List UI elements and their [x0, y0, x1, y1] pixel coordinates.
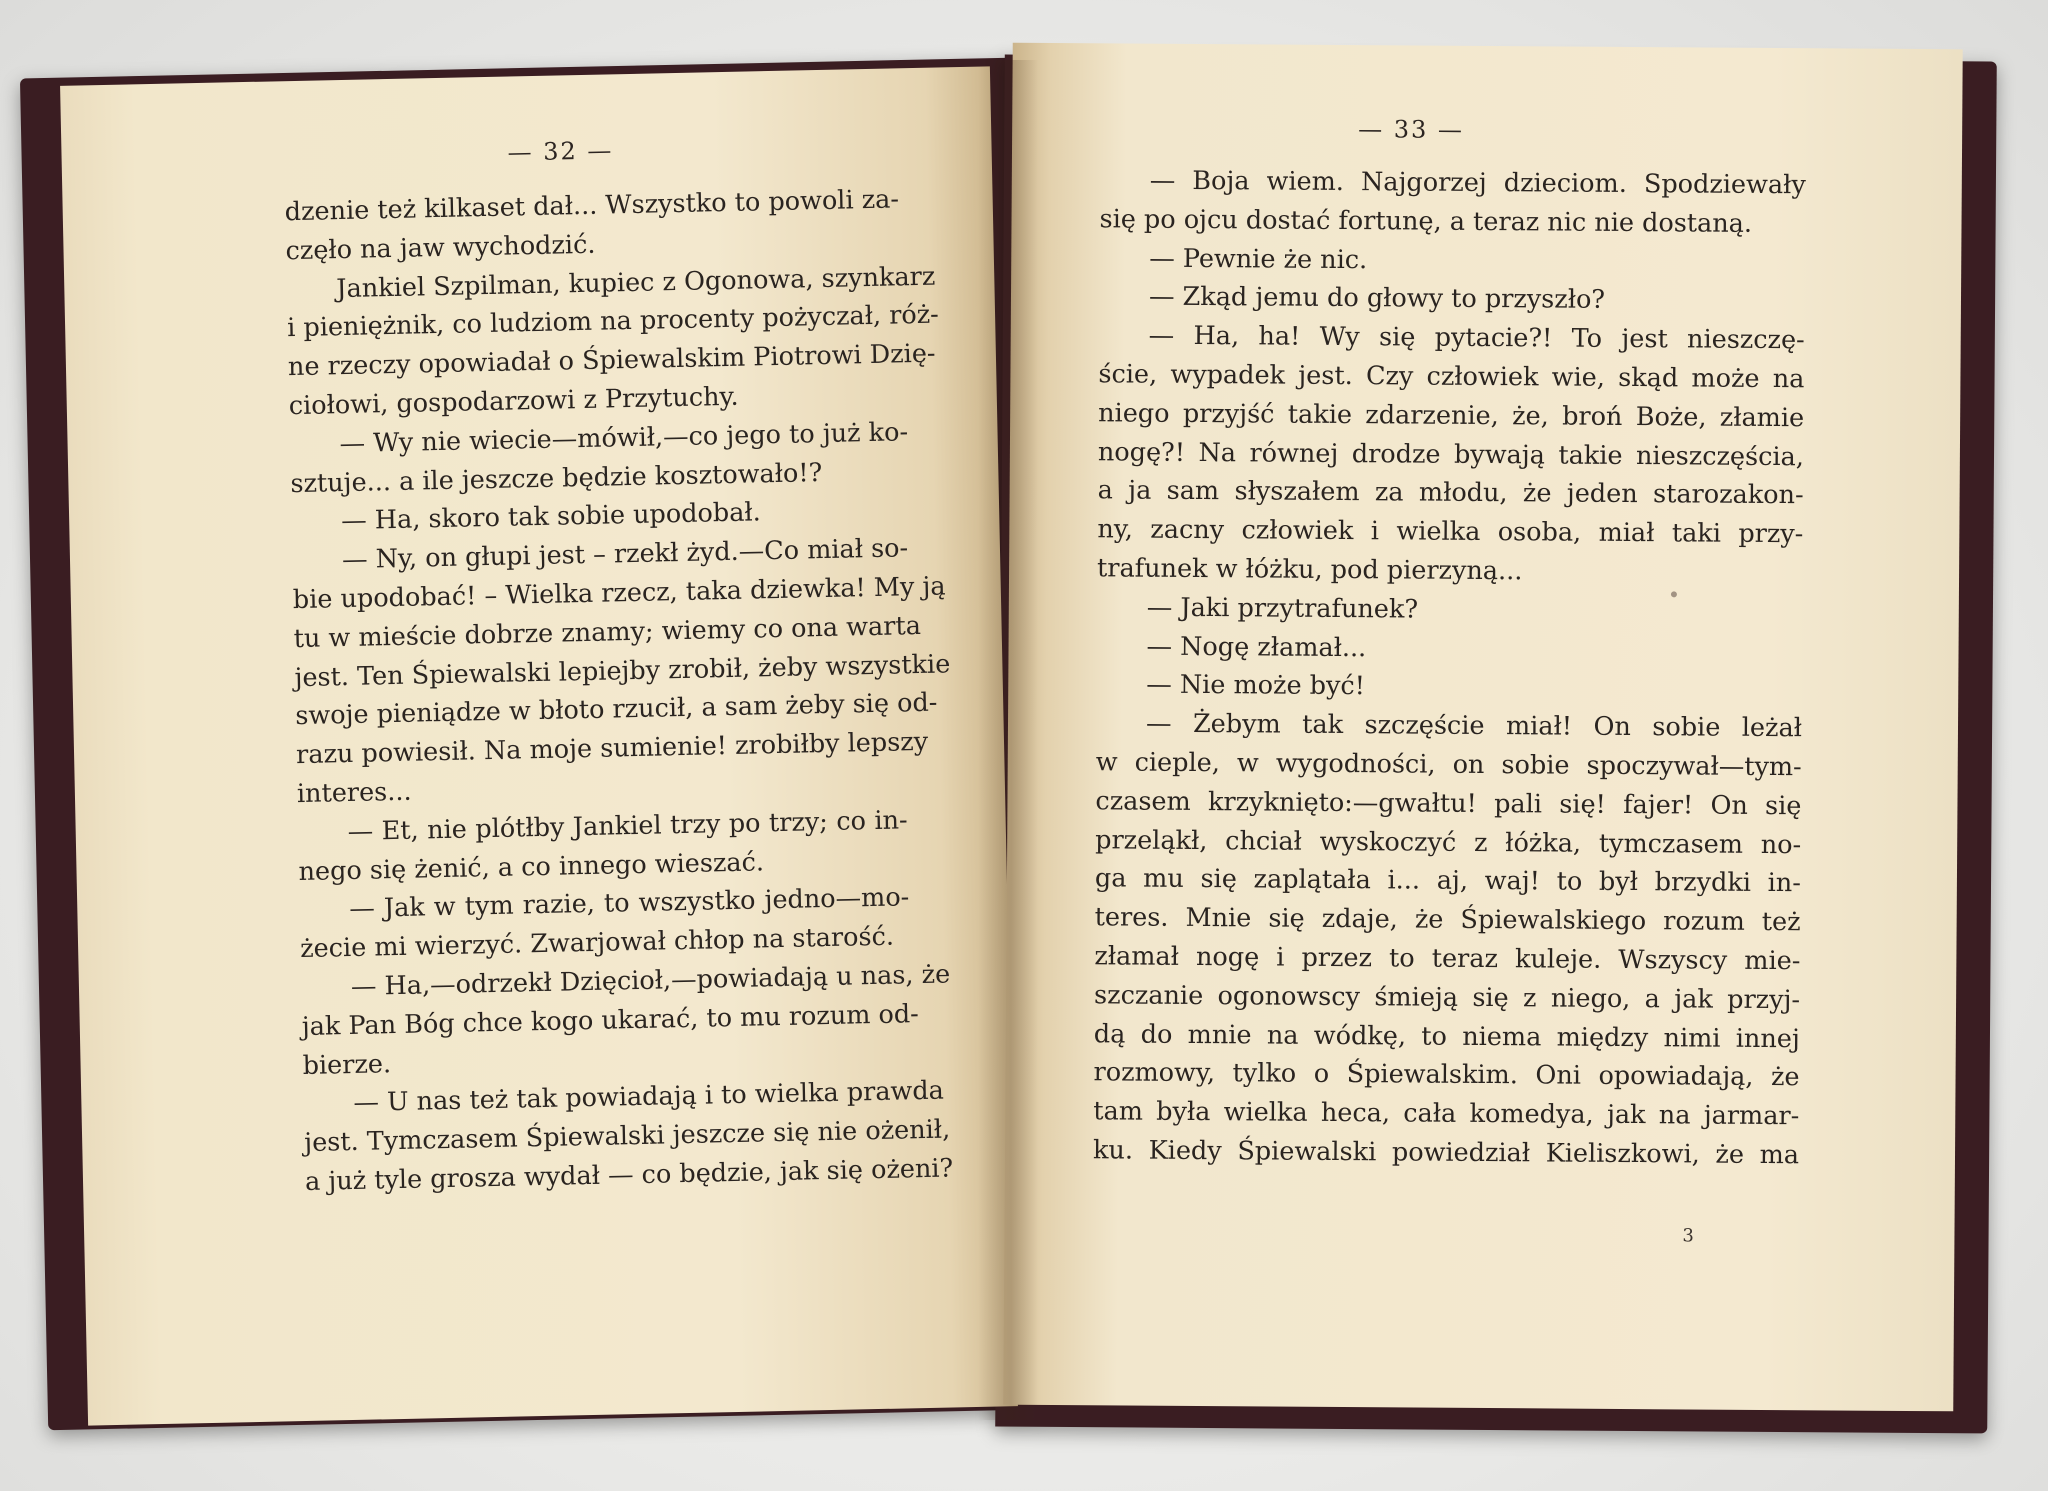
text-line: złamał nogę i przez to teraz kuleje. Wszyscy mie- — [1094, 941, 1801, 977]
page-number-left: — 32 — — [507, 136, 614, 167]
text-line: teres. Mnie się zdaje, że Śpiewalskiego rozum też — [1094, 902, 1801, 938]
signature-mark: 3 — [1682, 1225, 1694, 1247]
text-line: ny, zacny człowiek i wielka osoba, miał taki przy- — [1097, 514, 1804, 550]
text-line: ga mu się zaplątała i... aj, waj! to był brzydki in- — [1094, 863, 1802, 899]
text-line: — Ha,—odrzekł Dzięcioł,—powiadają u nas, że — [350, 959, 951, 1002]
text-line: — Zkąd jemu do głowy to przyszło? — [1148, 282, 1606, 316]
text-line: a ja sam słyszałem za młodu, że jeden starozakon- — [1097, 475, 1804, 511]
text-line: jak Pan Bóg chce kogo ukarać, to mu rozum od- — [301, 998, 920, 1042]
text-line: — Ha, ha! Wy się pytacie?! To jest nieszczę- — [1148, 320, 1805, 356]
right-page — [1003, 43, 1962, 1412]
text-line: rozmowy, tylko o Śpiewalskim. Oni opowiadają, że — [1093, 1057, 1800, 1093]
text-line: — Wy nie wiecie—mówił,—co jego to już ko- — [339, 416, 909, 459]
text-line: — Jaki przytrafunek? — [1146, 592, 1419, 625]
text-line: — Ny, on głupi jest – rzekł żyd.—Co miał so- — [341, 533, 909, 576]
text-line: sztuje... a ile jeszcze będzie kosztowało!? — [290, 457, 823, 499]
text-line: nego się żenić, a co innego wieszać. — [298, 846, 765, 887]
text-line: bie upodobać! – Wielka rzecz, taka dziewka! My ją — [292, 571, 946, 616]
text-line: ku. Kiedy Śpiewalski powiedział Kieliszkowi, że ma — [1092, 1135, 1800, 1171]
text-line: — Nie może być! — [1146, 670, 1366, 702]
text-line: w cieple, w wygodności, on sobie spoczywał—tym- — [1095, 747, 1802, 783]
text-line: a już tyle grosza wydał — co będzie, jak się ożeni? — [304, 1153, 954, 1197]
page-number-right: — 33 — — [1358, 115, 1465, 144]
text-line: ście, wypadek jest. Czy człowiek wie, skąd może na — [1098, 359, 1805, 395]
text-line: tam była wielka heca, cała komedya, jak na jarmar- — [1093, 1096, 1800, 1132]
text-line: trafunek w łóżku, pod pierzyną... — [1096, 553, 1523, 587]
text-line: Jankiel Szpilman, kupiec z Ogonowa, szynkarz — [336, 261, 936, 304]
text-line: dą do mnie na wódkę, to niema między nimi innej — [1093, 1018, 1800, 1054]
text-line: szczanie ogonowscy śmieją się z niego, a jak przyj- — [1094, 980, 1801, 1015]
text-line: — U nas też tak powiadają i to wielka prawda — [353, 1075, 945, 1119]
left-page — [60, 66, 1018, 1425]
text-line: — Ha, skoro tak sobie upodobał. — [340, 497, 762, 537]
text-line: — Nogę złamał... — [1146, 631, 1367, 663]
text-line: — Et, nie plótłby Jankiel trzy po trzy; co in- — [347, 805, 908, 847]
text-line: jest. Ten Śpiewalski lepiejby zrobił, żeby wszystkie — [294, 648, 951, 693]
text-line: przeląkł, chciał wyskoczyć z łóżka, tymczasem no- — [1095, 824, 1802, 860]
text-line: niego przyjść takie zdarzenie, że, broń Boże, złamie — [1098, 398, 1805, 434]
text-line: nogę?! Na równej drodze bywają takie nieszczęścia, — [1097, 436, 1804, 472]
ink-speck — [1671, 591, 1677, 597]
text-line: swoje pieniądze w błoto rzucił, a sam żeby się od- — [295, 688, 938, 732]
text-line: dzenie też kilkaset dał... Wszystko to powoli za- — [284, 184, 900, 228]
right-page-text — [1093, 161, 1806, 1175]
text-line: czasem krzyknięto:—gwałtu! pali się! fajer! On się — [1095, 786, 1802, 821]
text-line: i pieniężnik, co ludziom na procenty pożyczał, róż- — [286, 299, 940, 344]
text-line: interes... — [296, 776, 412, 810]
left-page-text — [284, 180, 954, 1201]
text-line: bierze. — [302, 1048, 392, 1081]
text-line: — Żebym tak szczęście miał! On sobie leżał — [1145, 708, 1803, 744]
text-line: ciołowi, gospodarzowi z Przytuchy. — [288, 381, 739, 422]
text-line: ne rzeczy opowiadał o Śpiewalskim Piotrowi Dzię- — [287, 338, 936, 383]
text-line: żecie mi wierzyć. Zwarjował chłop na starość. — [299, 921, 895, 965]
text-line: częło na jaw wychodzić. — [285, 229, 596, 266]
text-line: tu w mieście dobrze znamy; wiemy co ona warta — [293, 610, 922, 654]
text-line: — Jak w tym razie, to wszystko jedno—mo- — [349, 882, 910, 925]
text-line: — Pewnie że nic. — [1149, 243, 1368, 275]
text-line: jest. Tymczasem Śpiewalski jeszcze się nie ożenił, — [303, 1114, 951, 1159]
text-line: się po ojcu dostać fortunę, a teraz nic nie dostaną. — [1099, 204, 1753, 239]
text-line: — Boja wiem. Najgorzej dzieciom. Spodziewały — [1149, 165, 1806, 201]
text-line: razu powiesił. Na moje sumienie! zrobiłby lepszy — [295, 727, 929, 771]
